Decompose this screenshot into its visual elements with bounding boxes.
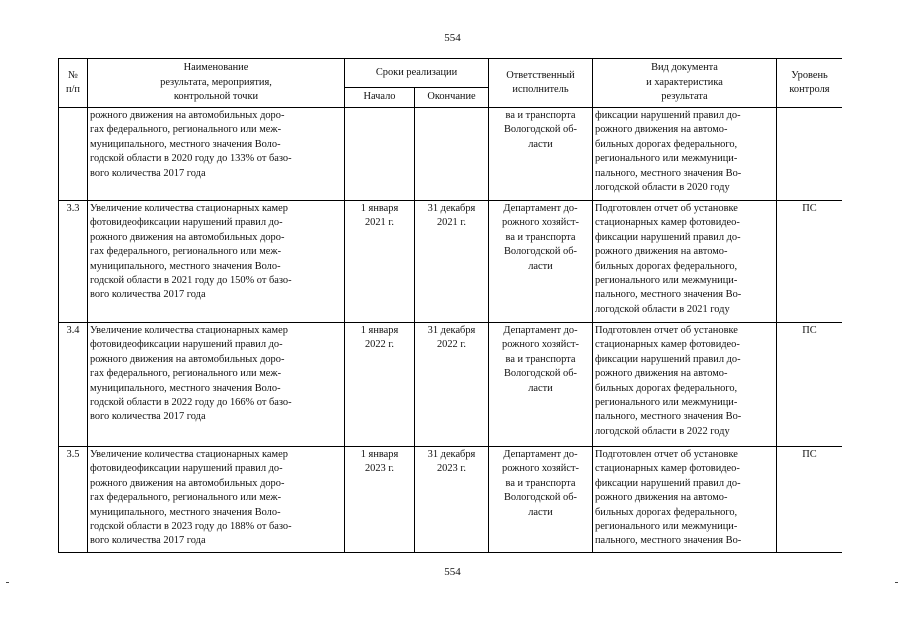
cell-name: рожного движения на автомобильных доро- гах федерального, регионального или меж- муниципального, местного значения Воло- годской области в 2020 году до 133% от базо- вого количества 2017 года [88, 108, 345, 201]
cell-end [415, 108, 489, 201]
table-row [59, 201, 843, 323]
cell-doc: Подготовлен отчет об установке стационарных камер фотовидео- фиксации нарушений правил до- рожного движения на автомо- бильных дорогах федерального, регионального или межмуници- пального, местного значения Во- [593, 447, 777, 554]
cell-num [59, 108, 88, 201]
scan-mark-left [6, 582, 9, 583]
cell-level [777, 108, 843, 201]
cell-responsible: Департамент до- рожного хозяйст- ва и транспорта Вологодской об- ласти [489, 323, 593, 447]
cell-num: 3.5 [59, 447, 88, 554]
header-num: № п/п [59, 59, 88, 108]
page-number-top: 554 [444, 32, 461, 44]
cell-level: ПС [777, 447, 843, 554]
header-level: Уровень контроля [777, 59, 843, 108]
header-name: Наименование результата, мероприятия, контрольной точки [88, 59, 345, 108]
cell-start: 1 января 2023 г. [345, 447, 415, 554]
scan-mark-right [895, 582, 898, 583]
cell-level: ПС [777, 201, 843, 323]
cell-start: 1 января 2021 г. [345, 201, 415, 323]
page-number-bottom: 554 [444, 566, 461, 578]
cell-name: Увеличение количества стационарных камер фотовидеофиксации нарушений правил до- рожного движения на автомобильных доро- гах федерального, регионального или меж- муниципального, местного значения Воло- годской области в 2022 году до 166% от базо- вого количества 2017 года [88, 323, 345, 447]
cell-responsible: Департамент до- рожного хозяйст- ва и транспорта Вологодской об- ласти [489, 201, 593, 323]
header-start: Начало [345, 88, 415, 108]
cell-level: ПС [777, 323, 843, 447]
cell-name: Увеличение количества стационарных камер фотовидеофиксации нарушений правил до- рожного движения на автомобильных доро- гах федерального, регионального или меж- муниципального, местного значения Воло- годской области в 2021 году до 150% от базо- вого количества 2017 года [88, 201, 345, 323]
cell-end: 31 декабря 2021 г. [415, 201, 489, 323]
cell-start: 1 января 2022 г. [345, 323, 415, 447]
table-row [59, 323, 843, 447]
cell-start [345, 108, 415, 201]
cell-responsible: ва и транспорта Вологодской об- ласти [489, 108, 593, 201]
table-row [59, 447, 843, 554]
cell-doc: Подготовлен отчет об установке стационарных камер фотовидео- фиксации нарушений правил до- рожного движения на автомо- бильных дорогах федерального, регионального или межмуници- пального, местного значения Во- логодской области в 2022 году [593, 323, 777, 447]
header-doc-type: Вид документа и характеристика результата [593, 59, 777, 108]
cell-num: 3.3 [59, 201, 88, 323]
header-terms: Сроки реализации [345, 59, 489, 88]
cell-name: Увеличение количества стационарных камер фотовидеофиксации нарушений правил до- рожного движения на автомобильных доро- гах федерального, регионального или меж- муниципального, местного значения Воло- годской области в 2023 году до 188% от базо- вого количества 2017 года [88, 447, 345, 554]
cell-end: 31 декабря 2023 г. [415, 447, 489, 554]
cell-end: 31 декабря 2022 г. [415, 323, 489, 447]
cell-num: 3.4 [59, 323, 88, 447]
cell-doc: Подготовлен отчет об установке стационарных камер фотовидео- фиксации нарушений правил до- рожного движения на автомо- бильных дорогах федерального, регионального или межмуници- пального, местного значения Во- логодской области в 2021 году [593, 201, 777, 323]
cell-doc: фиксации нарушений правил до- рожного движения на автомо- бильных дорогах федерального, регионального или межмуници- пального, местного значения Во- логодской области в 2020 году [593, 108, 777, 201]
header-end: Окончание [415, 88, 489, 108]
cell-responsible: Департамент до- рожного хозяйст- ва и транспорта Вологодской об- ласти [489, 447, 593, 554]
document-table-wrapper [58, 58, 842, 553]
table-row [59, 108, 843, 201]
plan-table [58, 58, 842, 553]
header-responsible: Ответственный исполнитель [489, 59, 593, 108]
